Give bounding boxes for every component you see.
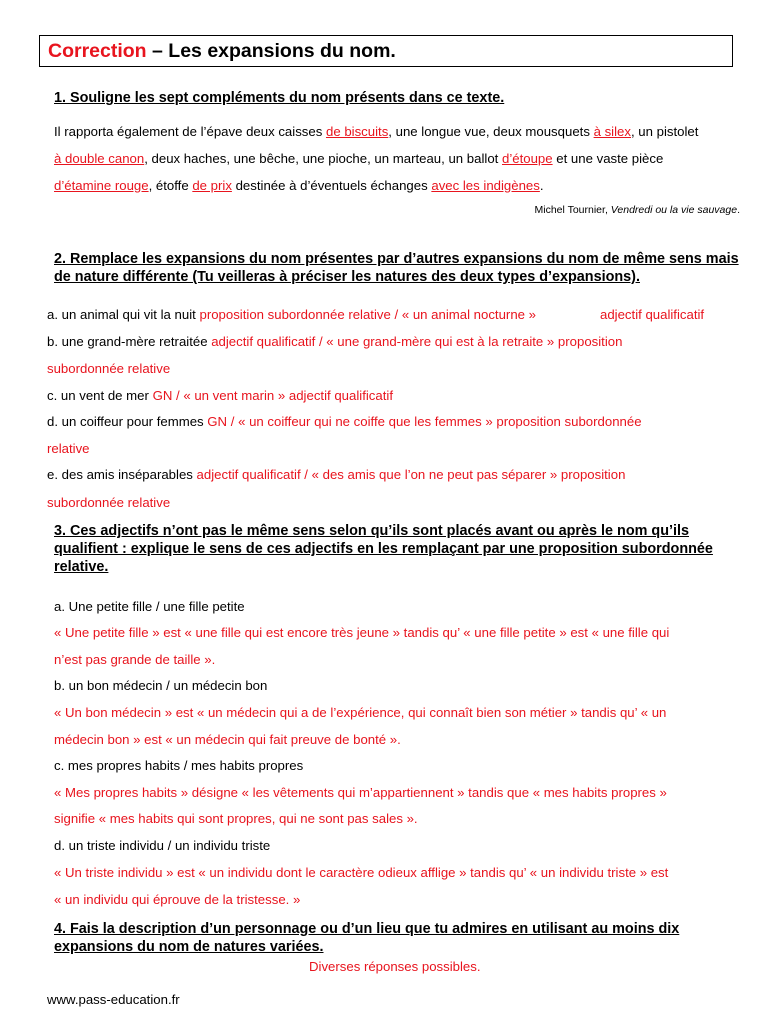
q3-item-b-answer: « Un bon médecin » est « un médecin qui a de l’expérience, qui connaît bien son métier » tandis qu’ « un: [54, 705, 667, 720]
noun-complement: d’étoupe: [502, 151, 553, 166]
q2-item-d-text: d. un coiffeur pour femmes: [47, 414, 208, 429]
q2-item-a-answer-2: adjectif qualificatif: [600, 307, 705, 322]
q2-item-a-text: a. un animal qui vit la nuit: [47, 307, 200, 322]
q3-item-c-answer-cont: signifie « mes habits qui sont propres, qui ne sont pas sales ».: [54, 811, 418, 826]
q2-item-d: [47, 408, 642, 435]
q2-item-e-text: e. des amis inséparables: [47, 467, 197, 482]
title-dash: –: [146, 40, 169, 62]
page-title: [39, 35, 733, 67]
noun-complement: avec les indigènes: [431, 178, 540, 193]
q3-item-d-answer: « Un triste individu » est « un individu dont le caractère odieux afflige » tandis qu’ « un individu triste » est: [54, 865, 669, 880]
title-rest: Les expansions du nom.: [168, 40, 396, 62]
noun-complement: de prix: [192, 178, 232, 193]
q1-text-segment: , deux haches, une bêche, une pioche, un marteau, un ballot: [144, 151, 502, 166]
q1-text-segment: destinée à d’éventuels échanges: [231, 178, 432, 193]
q3-item-d-question: d. un triste individu / un individu triste: [54, 838, 271, 853]
q1-text-segment: , étoffe: [148, 178, 193, 193]
q3-item-a-answer-cont: n’est pas grande de taille ».: [54, 652, 216, 667]
q3-item-c-question: c. mes propres habits / mes habits propres: [54, 758, 304, 773]
q2-item-c-text: c. un vent de mer: [47, 388, 153, 403]
q2-item-e: [47, 461, 625, 488]
q2-item-e-answer-cont: subordonnée relative: [47, 495, 171, 510]
q3-item-a-question: a. Une petite fille / une fille petite: [54, 599, 245, 614]
q1-text-segment: .: [539, 178, 544, 193]
noun-complement: de biscuits: [325, 124, 389, 139]
noun-complement: d’étamine rouge: [54, 178, 149, 193]
q2-item-c: [47, 382, 393, 409]
q2-item-e-answer: adjectif qualificatif / « des amis que l’on ne peut pas séparer » proposition: [196, 467, 626, 482]
title-correction: Correction: [48, 40, 147, 62]
q3-item-c-answer: « Mes propres habits » désigne « les vêtements qui m’appartiennent » tandis que « mes habits propres »: [54, 785, 667, 800]
q2-item-a-answer: proposition subordonnée relative / « un animal nocturne »: [199, 307, 536, 322]
q1-text-segment: , une longue vue, deux mousquets: [388, 124, 594, 139]
q3-item-a-answer: « Une petite fille » est « une fille qui est encore très jeune » tandis qu’ « une fille petite » est « une fille qui: [54, 625, 670, 640]
q4-heading: 4. Fais la description d’un personnage ou d’un lieu que tu admires en utilisant au moins dix expansions du nom de natures variées.: [54, 921, 680, 955]
q2-item-d-answer-cont: relative: [47, 441, 90, 456]
q2-item-b: [47, 328, 622, 355]
author-name: Michel Tournier,: [534, 204, 611, 216]
q1-heading: 1. Souligne les sept compléments du nom présents dans ce texte.: [54, 90, 505, 106]
q4-answer: Diverses réponses possibles.: [309, 959, 481, 974]
noun-complement: à double canon: [54, 151, 145, 166]
q2-heading: 2. Remplace les expansions du nom présentes par d’autres expansions du nom de même sens mais de nature différente (Tu veilleras à préciser les natures des deux types d’expansions).: [54, 251, 739, 285]
footer-website: www.pass-education.fr: [47, 992, 180, 1007]
q3-item-b-question: b. un bon médecin / un médecin bon: [54, 678, 268, 693]
q1-text-segment: , un pistolet: [630, 124, 699, 139]
noun-complement: à silex: [593, 124, 631, 139]
citation-end: .: [737, 204, 740, 216]
source-citation: [535, 204, 740, 216]
q2-item-a: [47, 301, 536, 328]
q2-item-b-text: b. une grand-mère retraitée: [47, 334, 212, 349]
q3-item-b-answer-cont: médecin bon » est « un médecin qui fait preuve de bonté ».: [54, 732, 401, 747]
q2-item-d-answer: GN / « un coiffeur qui ne coiffe que les femmes » proposition subordonnée: [207, 414, 642, 429]
q1-text-segment: Il rapporta également de l’épave deux caisses: [54, 124, 326, 139]
q2-item-c-answer: GN / « un vent marin » adjectif qualificatif: [152, 388, 393, 403]
q1-text: [54, 118, 748, 199]
q2-item-b-answer: adjectif qualificatif / « une grand-mère qui est à la retraite » proposition: [211, 334, 623, 349]
book-title: Vendredi ou la vie sauvage: [610, 204, 738, 216]
q1-text-segment: et une vaste pièce: [552, 151, 664, 166]
q2-item-b-answer-cont: subordonnée relative: [47, 361, 171, 376]
q3-item-d-answer-cont: « un individu qui éprouve de la tristesse. »: [54, 892, 301, 907]
q3-heading: 3. Ces adjectifs n’ont pas le même sens selon qu’ils sont placés avant ou après le nom qu’ils qualifient : explique le sens de ces adjectifs en les remplaçant par une proposition subordonnée relative.: [54, 523, 713, 575]
